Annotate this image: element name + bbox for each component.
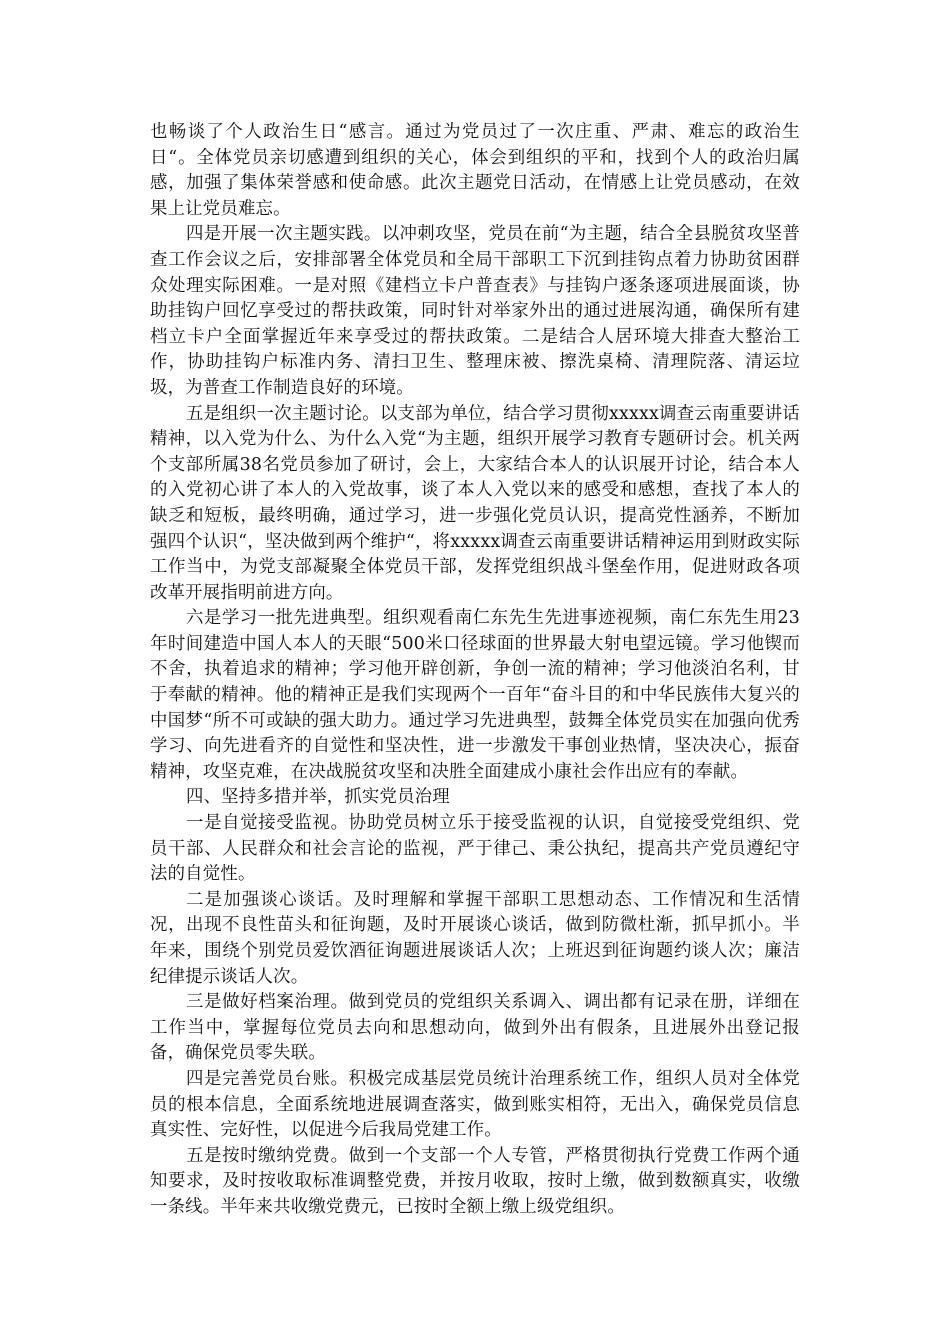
paragraph-10: 五是按时缴纳党费。做到一个支部一个人专管，严格贯彻执行党费工作两个通知要求，及时按收取标准调整党费，并按月收取，按时上缴，做到数额真实，收缴一条线。半年来共收缴党费元，已按时全额上缴上级党组织。 [150, 1145, 800, 1217]
paragraph-8: 三是做好档案治理。做到党员的党组织关系调入、调出都有记录在册，详细在工作当中，掌握每位党员去向和思想动向，做到外出有假条，且进展外出登记报备，确保党员零失联。 [150, 992, 800, 1064]
paragraph-3: 五是组织一次主题讨论。以支部为单位，结合学习贯彻xxxxx调查云南重要讲话精神，以入党为什么、为什么入党“为主题，组织开展学习教育专题研讨会。机关两个支部所属38名党员参加了研讨，会上，大家结合本人的认识展开讨论，结合本人的入党初心讲了本人的入党故事，谈了本人入党以来的感受和感想，查找了本人的缺乏和短板，最终明确，通过学习，进一步强化党员认识，提高党性涵养，不断加强四个认识“，坚决做到两个维护“，将xxxxx调查云南重要讲话精神运用到财政实际工作当中，为党支部凝聚全体党员干部，发挥党组织战斗堡垒作用，促进财政各项改革开展指明前进方向。 [150, 403, 800, 603]
paragraph-2: 四是开展一次主题实践。以冲刺攻坚，党员在前“为主题，结合全县脱贫攻坚普查工作会议之后，安排部署全体党员和全局干部职工下沉到挂钩点着力协助贫困群众处理实际困难。一是对照《建档立卡户普查表》与挂钩户逐条逐项进展面谈，协助挂钩户回忆享受过的帮扶政策，同时针对举家外出的通过进展沟通，确保所有建档立卡户全面掌握近年来享受过的帮扶政策。二是结合人居环境大排查大整治工作，协助挂钩户标准内务、清扫卫生、整理床被、擦洗桌椅、清理院落、清运垃圾，为普查工作制造良好的环境。 [150, 224, 800, 398]
section-heading: 四、坚持多措并举，抓实党员治理 [186, 787, 450, 808]
paragraph-6: 一是自觉接受监视。协助党员树立乐于接受监视的认识，自觉接受党组织、党员干部、人民群众和社会言论的监视，严于律己、秉公执纪，提高共产党员遵纪守法的自觉性。 [150, 813, 800, 885]
paragraph-1: 也畅谈了个人政治生日“感言。通过为党员过了一次庄重、严肃、难忘的政治生日“。全体党员亲切感遭到组织的关心，体会到组织的平和，找到个人的政治归属感，加强了集体荣誉感和使命感。此次主题党日活动，在情感上让党员感动，在效果上让党员难忘。 [150, 122, 800, 219]
document-page [150, 120, 800, 1221]
paragraph-9: 四是完善党员台账。积极完成基层党员统计治理系统工作，组织人员对全体党员的根本信息，全面系统地进展调查落实，做到账实相符，无出入，确保党员信息真实性、完好性，以促进今后我局党建工作。 [150, 1068, 800, 1141]
paragraph-7: 二是加强谈心谈话。及时理解和掌握干部职工思想动态、工作情况和生活情况，出现不良性苗头和征询题，及时开展谈心谈话，做到防微杜渐，抓早抓小。半年来，围绕个别党员爱饮酒征询题进展谈话人次；上班迟到征询题约谈人次；廉洁纪律提示谈话人次。 [150, 889, 800, 987]
paragraph-4: 六是学习一批先进典型。组织观看南仁东先生先进事迹视频，南仁东先生用23年时间建造中国人本人的天眼“500米口径球面的世界最大射电望远镜。学习他锲而不舍，执着追求的精神；学习他开辟创新，争创一流的精神；学习他淡泊名利，甘于奉献的精神。他的精神正是我们实现两个一百年“奋斗目的和中华民族伟大复兴的中国梦“所不可或缺的强大助力。通过学习先进典型，鼓舞全体党员实在加强向优秀学习、向先进看齐的自觉性和坚决性，进一步激发干事创业热情，坚决决心，振奋精神，攻坚克难，在决战脱贫攻坚和决胜全面建成小康社会作出应有的奉献。 [150, 608, 800, 782]
